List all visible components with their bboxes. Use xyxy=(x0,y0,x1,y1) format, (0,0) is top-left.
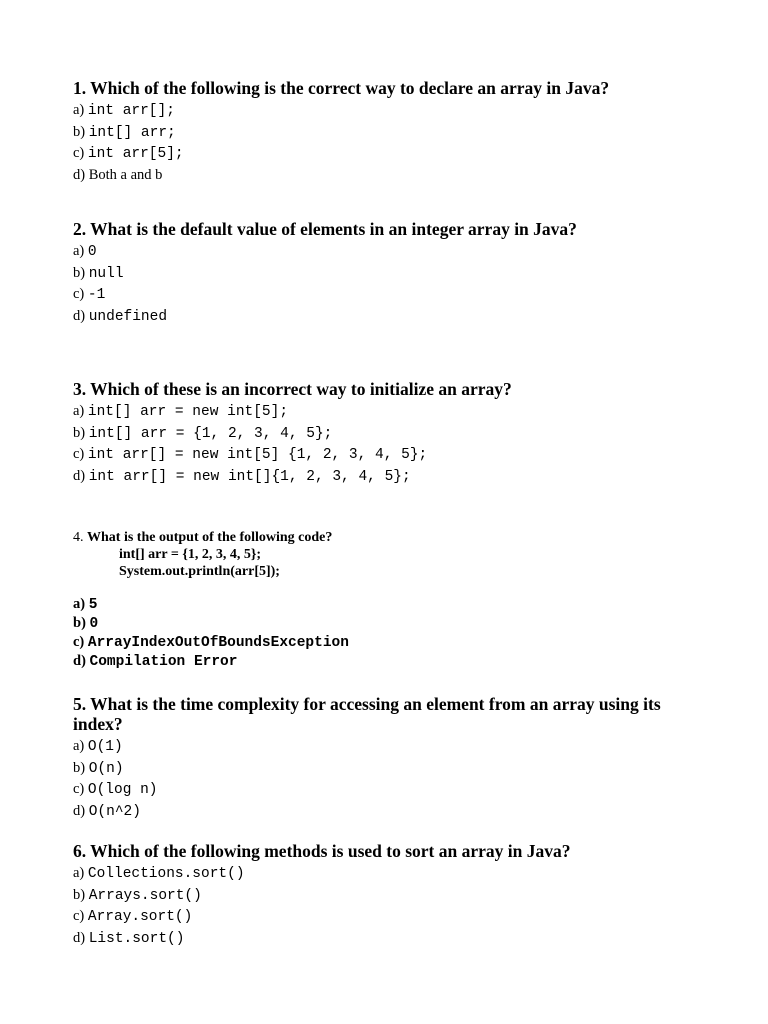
question-6-option-b: b) Arrays.sort() xyxy=(73,886,202,904)
question-2-option-d: d) undefined xyxy=(73,307,168,325)
question-4-option-d: d) Compilation Error xyxy=(73,653,238,670)
question-4-code-line-1: int[] arr = {1, 2, 3, 4, 5}; xyxy=(119,547,262,562)
question-1 xyxy=(73,78,713,185)
question-3-title: 3. Which of these is an incorrect way to initialize an array? xyxy=(73,379,512,399)
question-5-title-line-2: index? xyxy=(73,714,123,734)
question-5-option-c: c) O(log n) xyxy=(73,781,158,798)
question-4-number: 4. xyxy=(73,530,84,545)
question-6-option-d: d) List.sort() xyxy=(73,929,185,947)
question-6-title: 6. Which of the following methods is used to sort an array in Java? xyxy=(73,841,571,861)
question-1-option-c: c) int arr[5]; xyxy=(73,145,184,162)
question-3-option-b: b) int[] arr = {1, 2, 3, 4, 5}; xyxy=(73,424,333,442)
question-4-option-c: c) ArrayIndexOutOfBoundsException xyxy=(73,634,349,651)
question-5-title-line-1: 5. What is the time complexity for accessing an element from an array using its xyxy=(73,694,661,714)
question-3 xyxy=(73,379,713,487)
question-5-title xyxy=(73,694,713,734)
question-1-title: 1. Which of the following is the correct way to declare an array in Java? xyxy=(73,78,610,98)
question-2 xyxy=(73,219,713,327)
question-2-title: 2. What is the default value of elements in an integer array in Java? xyxy=(73,219,577,239)
question-5-option-d: d) O(n^2) xyxy=(73,802,141,820)
question-4 xyxy=(73,529,713,671)
question-5-option-b: b) O(n) xyxy=(73,759,124,777)
question-5-option-a: a) O(1) xyxy=(73,738,123,755)
question-3-option-c: c) int arr[] = new int[5] {1, 2, 3, 4, 5}; xyxy=(73,446,428,463)
question-2-option-c: c) -1 xyxy=(73,286,106,303)
question-6 xyxy=(73,841,713,949)
question-2-option-a: a) 0 xyxy=(73,243,97,260)
question-6-option-a: a) Collections.sort() xyxy=(73,865,245,882)
question-5 xyxy=(73,694,713,822)
question-3-option-a: a) int[] arr = new int[5]; xyxy=(73,403,289,420)
question-4-options xyxy=(73,595,713,671)
question-4-text: What is the output of the following code? xyxy=(87,530,333,545)
question-1-option-a: a) int arr[]; xyxy=(73,102,175,119)
question-4-option-a: a) 5 xyxy=(73,596,98,613)
question-1-option-d: d) Both a and b xyxy=(73,166,163,183)
question-4-code-line-2: System.out.println(arr[5]); xyxy=(119,564,280,579)
question-1-option-b: b) int[] arr; xyxy=(73,123,176,141)
question-2-option-b: b) null xyxy=(73,264,124,282)
question-4-option-b: b) 0 xyxy=(73,615,99,632)
question-3-option-d: d) int arr[] = new int[]{1, 2, 3, 4, 5}; xyxy=(73,467,411,485)
question-4-title xyxy=(73,529,713,546)
question-6-option-c: c) Array.sort() xyxy=(73,908,193,925)
